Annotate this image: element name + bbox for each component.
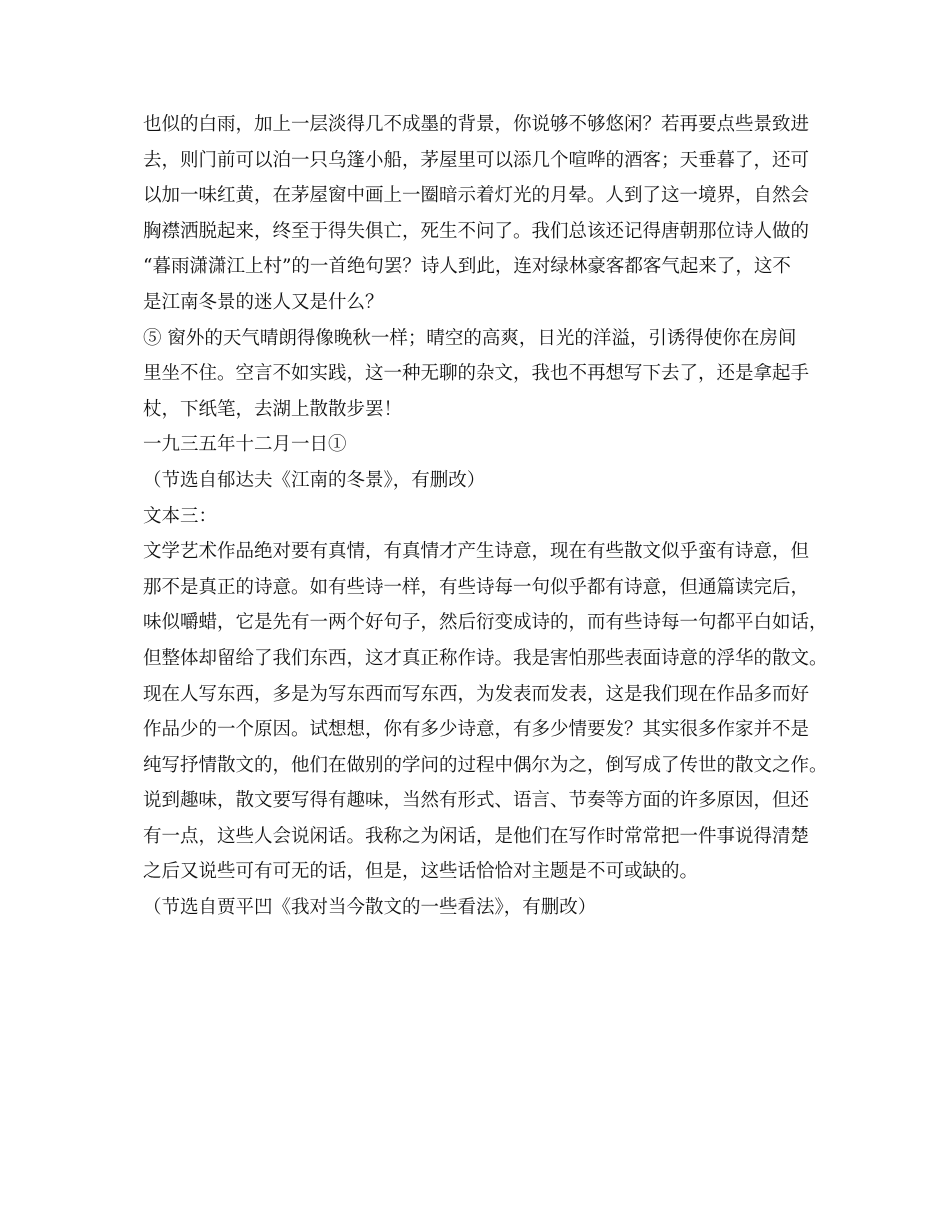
source-note: （节选自郁达夫《江南的冬景》，有删改） — [143, 469, 486, 491]
text-line: 去，则门前可以泊一只乌篷小船，茅屋里可以添几个喧哗的酒客；天垂暮了，还可 — [143, 149, 810, 171]
text-line: 之后又说些可有可无的话，但是，这些话恰恰对主题是不可或缺的。 — [143, 861, 699, 883]
text-line: 里坐不住。空言不如实践，这一种无聊的杂文，我也不再想写下去了，还是拿起手 — [143, 363, 810, 385]
text-line: 也似的白雨，加上一层淡得几不成墨的背景，你说够不够悠闲？若再要点些景致进 — [143, 114, 810, 135]
text-line: “暮雨潇潇江上村”的一首绝句罢？诗人到此，连对绿林豪客都客气起来了，这不 — [143, 256, 791, 278]
text-line: 文学艺术作品绝对要有真情，有真情才产生诗意，现在有些散文似乎蛮有诗意，但 — [143, 541, 810, 563]
section-heading: 文本三： — [143, 505, 218, 527]
text-line: 味似嚼蜡，它是先有一两个好句子，然后衍变成诗的，而有些诗每一句都平白如话， — [143, 612, 828, 634]
text-line: 纯写抒情散文的，他们在做别的学问的过程中偶尔为之，倒写成了传世的散文之作。 — [143, 754, 828, 776]
source-note: （节选自贾平凹《我对当今散文的一些看法》，有删改） — [143, 897, 597, 919]
text-line: 有一点，这些人会说闲话。我称之为闲话，是他们在写作时常常把一件事说得清楚 — [143, 825, 810, 847]
text-line: 现在人写东西，多是为写东西而写东西，为发表而发表，这是我们现在作品多而好 — [143, 683, 810, 705]
text-line: 但整体却留给了我们东西，这才真正称作诗。我是害怕那些表面诗意的浮华的散文。 — [143, 647, 828, 669]
date-line: 一九三五年十二月一日① — [143, 434, 347, 456]
text-line: 说到趣味，散文要写得有趣味，当然有形式、语言、节奏等方面的许多原因，但还 — [143, 790, 810, 812]
paragraph-5-line: ⑤ 窗外的天气晴朗得像晚秋一样；晴空的高爽，日光的洋溢，引诱得使你在房间 — [143, 327, 797, 349]
text-line: 杖，下纸笔，去湖上散散步罢！ — [143, 398, 403, 420]
text-line: 胸襟洒脱起来，终至于得失俱亡，死生不问了。我们总该还记得唐朝那位诗人做的 — [143, 220, 810, 242]
text-line: 那不是真正的诗意。如有些诗一样，有些诗每一句似乎都有诗意，但通篇读完后， — [143, 576, 810, 598]
text-line: 作品少的一个原因。试想想，你有多少诗意，有多少情要发？其实很多作家并不是 — [143, 719, 810, 741]
text-line: 是江南冬景的迷人又是什么？ — [143, 291, 384, 313]
document-body — [143, 107, 833, 926]
text-line: 以加一味红黄，在茅屋窗中画上一圈暗示着灯光的月晕。人到了这一境界，自然会 — [143, 185, 810, 207]
